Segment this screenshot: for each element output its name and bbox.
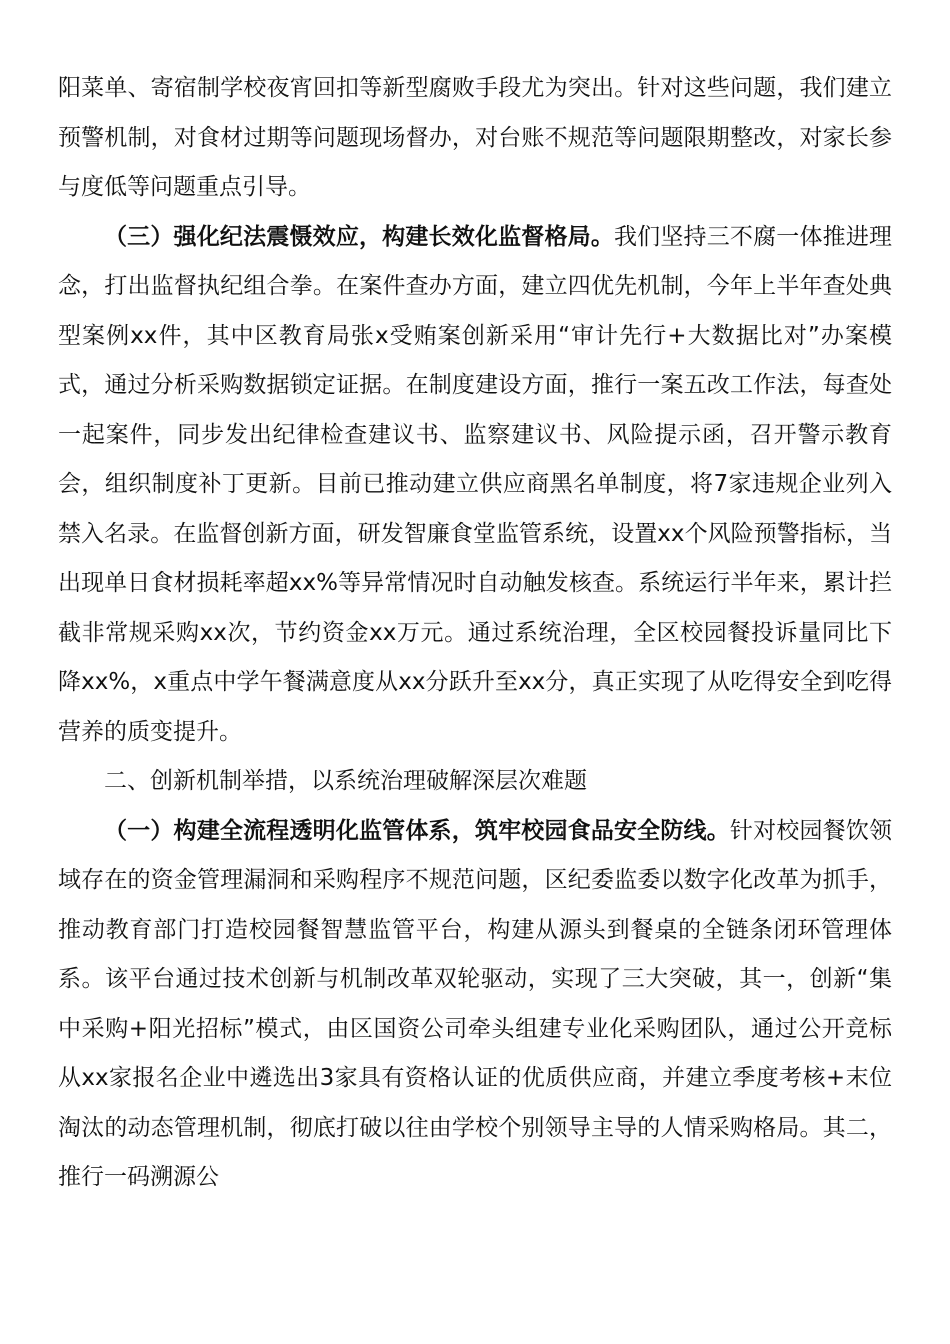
paragraph-subsection-3 — [58, 213, 892, 758]
paragraph-text: 阳菜单、寄宿制学校夜宵回扣等新型腐败手段尤为突出。针对这些问题，我们建立预警机制，对食材过期等问题现场督办，对台账不规范等问题限期整改，对家长参与度低等问题重点引导。 — [58, 75, 892, 200]
subsection-heading: （三）强化纪法震慑效应，构建长效化监督格局。 — [104, 223, 614, 250]
section-heading — [58, 757, 892, 807]
paragraph-text: 针对校园餐饮领域存在的资金管理漏洞和采购程序不规范问题，区纪委监委以数字化改革为抓手，推动教育部门打造校园餐智慧监管平台，构建从源头到餐桌的全链条闭环管理体系。该平台通过技术创新与机制改革双轮驱动，实现了三大突破，其一，创新“集中采购+阳光招标”模式，由区国资公司牵头组建专业化采购团队，通过公开竞标从xx家报名企业中遴选出3家具有资格认证的优质供应商，并建立季度考核+末位淘汰的动态管理机制，彻底打破以往由学校个别领导主导的人情采购格局。其二，推行一码溯源公 — [58, 817, 893, 1190]
paragraph-text: 我们坚持三不腐一体推进理念，打出监督执纪组合拳。在案件查办方面，建立四优先机制，今年上半年查处典型案例xx件，其中区教育局张x受贿案创新采用“审计先行+大数据比对”办案模式，通过分析采购数据锁定证据。在制度建设方面，推行一案五改工作法，每查处一起案件，同步发出纪律检查建议书、监察建议书、风险提示函，召开警示教育会，组织制度补丁更新。目前已推动建立供应商黑名单制度，将7家违规企业列入禁入名录。在监督创新方面，研发智廉食堂监管系统，设置xx个风险预警指标，当出现单日食材损耗率超xx%等异常情况时自动触发核查。系统运行半年来，累计拦截非常规采购xx次，节约资金xx万元。通过系统治理，全区校园餐投诉量同比下降xx%，x重点中学午餐满意度从xx分跃升至xx分，真正实现了从吃得安全到吃得营养的质变提升。 — [58, 223, 893, 745]
section-heading-text: 二、创新机制举措，以系统治理破解深层次难题 — [104, 768, 587, 794]
paragraph-subsection-1 — [58, 807, 892, 1203]
subsection-heading: （一）构建全流程透明化监管体系，筑牢校园食品安全防线。 — [104, 817, 730, 844]
paragraph-continuation — [58, 64, 892, 213]
document-page — [58, 64, 892, 1203]
